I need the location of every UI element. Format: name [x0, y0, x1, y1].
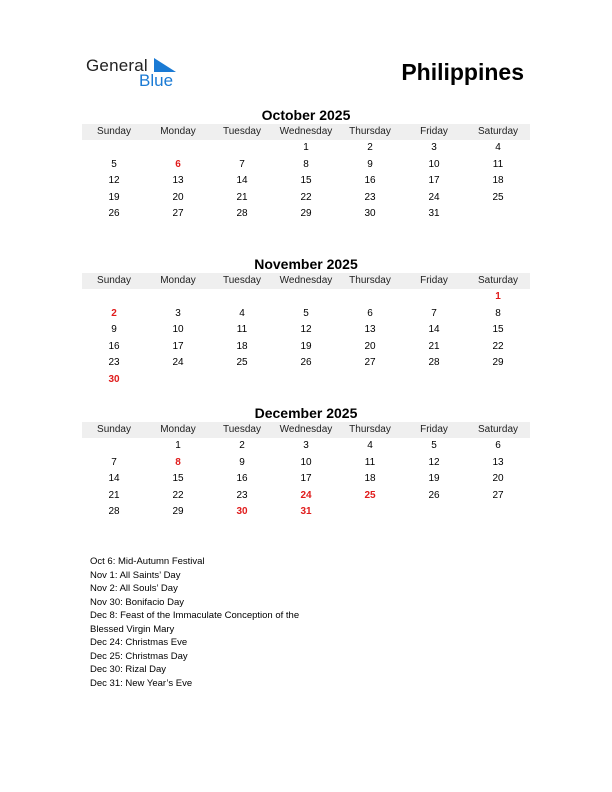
day-cell: 26 [300, 357, 312, 368]
day-cell: 10 [300, 456, 312, 468]
weekday-label: Friday [420, 275, 448, 286]
day-cell: 14 [108, 473, 120, 484]
day-cell: 18 [492, 175, 504, 186]
day-cell: 15 [172, 473, 184, 484]
day-cell: 2 [239, 440, 245, 451]
day-cell: 24 [428, 191, 440, 203]
day-cell: 4 [239, 307, 245, 319]
holiday-note: Nov 1: All Saints’ Day [90, 569, 181, 581]
weekday-header [82, 124, 530, 140]
day-cell: 20 [364, 340, 376, 352]
day-cell: 14 [236, 175, 248, 186]
month-october [82, 106, 530, 223]
weekday-label: Friday [420, 424, 448, 435]
weekday-label: Sunday [97, 275, 131, 286]
day-cell [402, 289, 466, 306]
day-cell [146, 289, 210, 306]
day-cell [210, 140, 274, 157]
day-cell: 5 [111, 158, 117, 170]
day-cell: 24 [300, 489, 312, 501]
day-cell: 10 [428, 158, 440, 170]
day-cell: 25 [492, 191, 504, 203]
day-cell: 29 [300, 208, 312, 219]
day-cell: 18 [236, 340, 248, 352]
day-cell: 25 [236, 357, 248, 368]
page-title: Philippines [401, 59, 524, 85]
day-cell: 21 [236, 191, 248, 203]
day-cell [82, 140, 146, 157]
day-cell: 21 [428, 340, 440, 352]
weekday-label: Saturday [477, 424, 519, 435]
day-cell [274, 289, 338, 306]
day-cell: 6 [495, 440, 501, 451]
day-cell: 31 [300, 506, 312, 517]
holiday-note: Nov 30: Bonifacio Day [90, 596, 184, 608]
day-cell: 30 [364, 208, 376, 219]
day-cell: 12 [428, 456, 440, 468]
day-cell: 23 [236, 489, 248, 501]
day-cell: 26 [108, 208, 120, 219]
weekday-label: Tuesday [223, 126, 261, 137]
day-cell: 19 [108, 191, 120, 203]
day-cell: 5 [431, 440, 437, 451]
day-cell [210, 289, 274, 306]
day-cell: 11 [492, 158, 504, 170]
holiday-note: Oct 6: Mid-Autumn Festival [90, 556, 205, 567]
weekday-label: Tuesday [223, 424, 261, 435]
day-cell: 2 [367, 142, 373, 153]
weekday-label: Monday [160, 126, 196, 137]
day-cell: 4 [367, 440, 373, 451]
day-cell: 4 [495, 142, 501, 153]
day-cell: 7 [239, 158, 245, 170]
month-december [82, 404, 530, 521]
holiday-note: Dec 24: Christmas Eve [90, 637, 188, 648]
day-cell: 17 [172, 340, 184, 352]
day-cell: 1 [303, 142, 309, 153]
day-cell: 3 [175, 307, 181, 319]
day-cell: 9 [111, 324, 117, 335]
day-cell [338, 372, 402, 389]
day-cell: 22 [300, 191, 312, 203]
day-cell: 28 [108, 506, 120, 517]
weekday-label: Monday [160, 275, 196, 286]
day-cell: 15 [492, 324, 504, 335]
day-cell: 1 [495, 291, 501, 302]
weekday-label: Thursday [349, 126, 391, 137]
day-cell: 8 [303, 158, 309, 170]
holiday-note: Dec 25: Christmas Day [90, 650, 188, 662]
day-cell: 26 [428, 489, 440, 501]
day-cell: 5 [303, 307, 309, 319]
day-cell: 27 [492, 489, 504, 501]
day-cell: 24 [172, 357, 184, 368]
day-cell [338, 289, 402, 306]
day-cell: 22 [492, 340, 504, 352]
day-cell: 28 [428, 357, 440, 368]
holiday-note: Dec 8: Feast of the Immaculate Conception of the Blessed Virgin Mary [90, 610, 300, 635]
month-title: November 2025 [254, 256, 358, 272]
holiday-note: Nov 2: All Souls’ Day [90, 583, 178, 594]
logo [86, 56, 186, 92]
day-cell: 21 [108, 489, 120, 501]
day-cell: 8 [175, 456, 181, 468]
day-grid [82, 438, 530, 521]
weekday-label: Tuesday [223, 275, 261, 286]
day-cell: 17 [428, 175, 440, 186]
day-cell: 23 [364, 191, 376, 203]
weekday-header [82, 273, 530, 289]
day-cell: 27 [172, 208, 184, 219]
weekday-label: Wednesday [279, 275, 333, 286]
day-cell: 7 [111, 456, 117, 468]
weekday-header [82, 422, 530, 438]
day-cell: 1 [175, 440, 181, 451]
day-cell [338, 504, 402, 521]
day-cell: 11 [236, 324, 248, 335]
day-cell [82, 438, 146, 455]
weekday-label: Sunday [97, 424, 131, 435]
day-grid [82, 140, 530, 223]
day-cell: 9 [239, 456, 245, 468]
day-cell: 17 [300, 473, 312, 484]
weekday-label: Wednesday [279, 126, 333, 137]
day-cell [210, 372, 274, 389]
day-cell: 3 [431, 142, 437, 153]
day-cell [466, 504, 530, 521]
day-cell: 11 [364, 456, 376, 468]
day-cell [466, 372, 530, 389]
weekday-label: Thursday [349, 275, 391, 286]
weekday-label: Wednesday [279, 424, 333, 435]
day-cell [402, 372, 466, 389]
day-cell: 2 [111, 307, 117, 319]
weekday-label: Friday [420, 126, 448, 137]
day-cell [402, 504, 466, 521]
day-cell: 25 [364, 489, 376, 501]
day-cell: 12 [108, 175, 120, 186]
day-cell: 16 [236, 473, 248, 484]
weekday-label: Saturday [477, 275, 519, 286]
day-cell: 6 [175, 158, 181, 170]
logo-word-blue: Blue [139, 71, 174, 90]
day-cell: 20 [172, 191, 184, 203]
day-cell: 29 [492, 357, 504, 368]
holiday-note: Dec 31: New Year’s Eve [90, 677, 193, 689]
day-cell: 16 [108, 340, 120, 352]
day-cell: 9 [367, 158, 373, 170]
day-cell: 19 [428, 473, 440, 484]
day-cell: 7 [431, 307, 437, 319]
day-cell [146, 140, 210, 157]
logo-word-general: General [86, 56, 148, 75]
logo-triangle-icon [154, 58, 176, 72]
weekday-label: Sunday [97, 126, 131, 137]
day-cell: 13 [364, 324, 376, 335]
day-cell: 28 [236, 208, 248, 219]
day-cell: 15 [300, 175, 312, 186]
weekday-label: Monday [160, 424, 196, 435]
weekday-label: Saturday [477, 126, 519, 137]
month-title: December 2025 [254, 405, 358, 421]
day-cell: 20 [492, 473, 504, 484]
day-cell: 30 [236, 506, 248, 517]
day-cell: 31 [428, 208, 440, 219]
day-cell [466, 206, 530, 223]
holiday-note: Dec 30: Rizal Day [90, 664, 167, 675]
day-cell [274, 372, 338, 389]
day-cell [146, 372, 210, 389]
day-cell: 8 [495, 307, 501, 319]
day-cell: 27 [364, 357, 376, 368]
month-title: October 2025 [261, 107, 351, 123]
day-cell: 22 [172, 489, 184, 501]
day-cell: 14 [428, 324, 440, 335]
day-cell: 29 [172, 506, 184, 517]
day-cell: 3 [303, 440, 309, 451]
day-cell: 23 [108, 357, 120, 368]
weekday-label: Thursday [349, 424, 391, 435]
month-november [82, 255, 530, 388]
day-cell: 12 [300, 324, 312, 335]
day-cell: 6 [367, 307, 373, 319]
day-grid [82, 289, 530, 388]
day-cell: 10 [172, 324, 184, 335]
day-cell: 18 [364, 473, 376, 484]
day-cell: 19 [300, 340, 312, 352]
day-cell [82, 289, 146, 306]
day-cell: 16 [364, 175, 376, 186]
day-cell: 13 [492, 456, 504, 468]
holiday-notes [90, 555, 330, 690]
day-cell: 13 [172, 175, 184, 186]
day-cell: 30 [108, 373, 120, 385]
